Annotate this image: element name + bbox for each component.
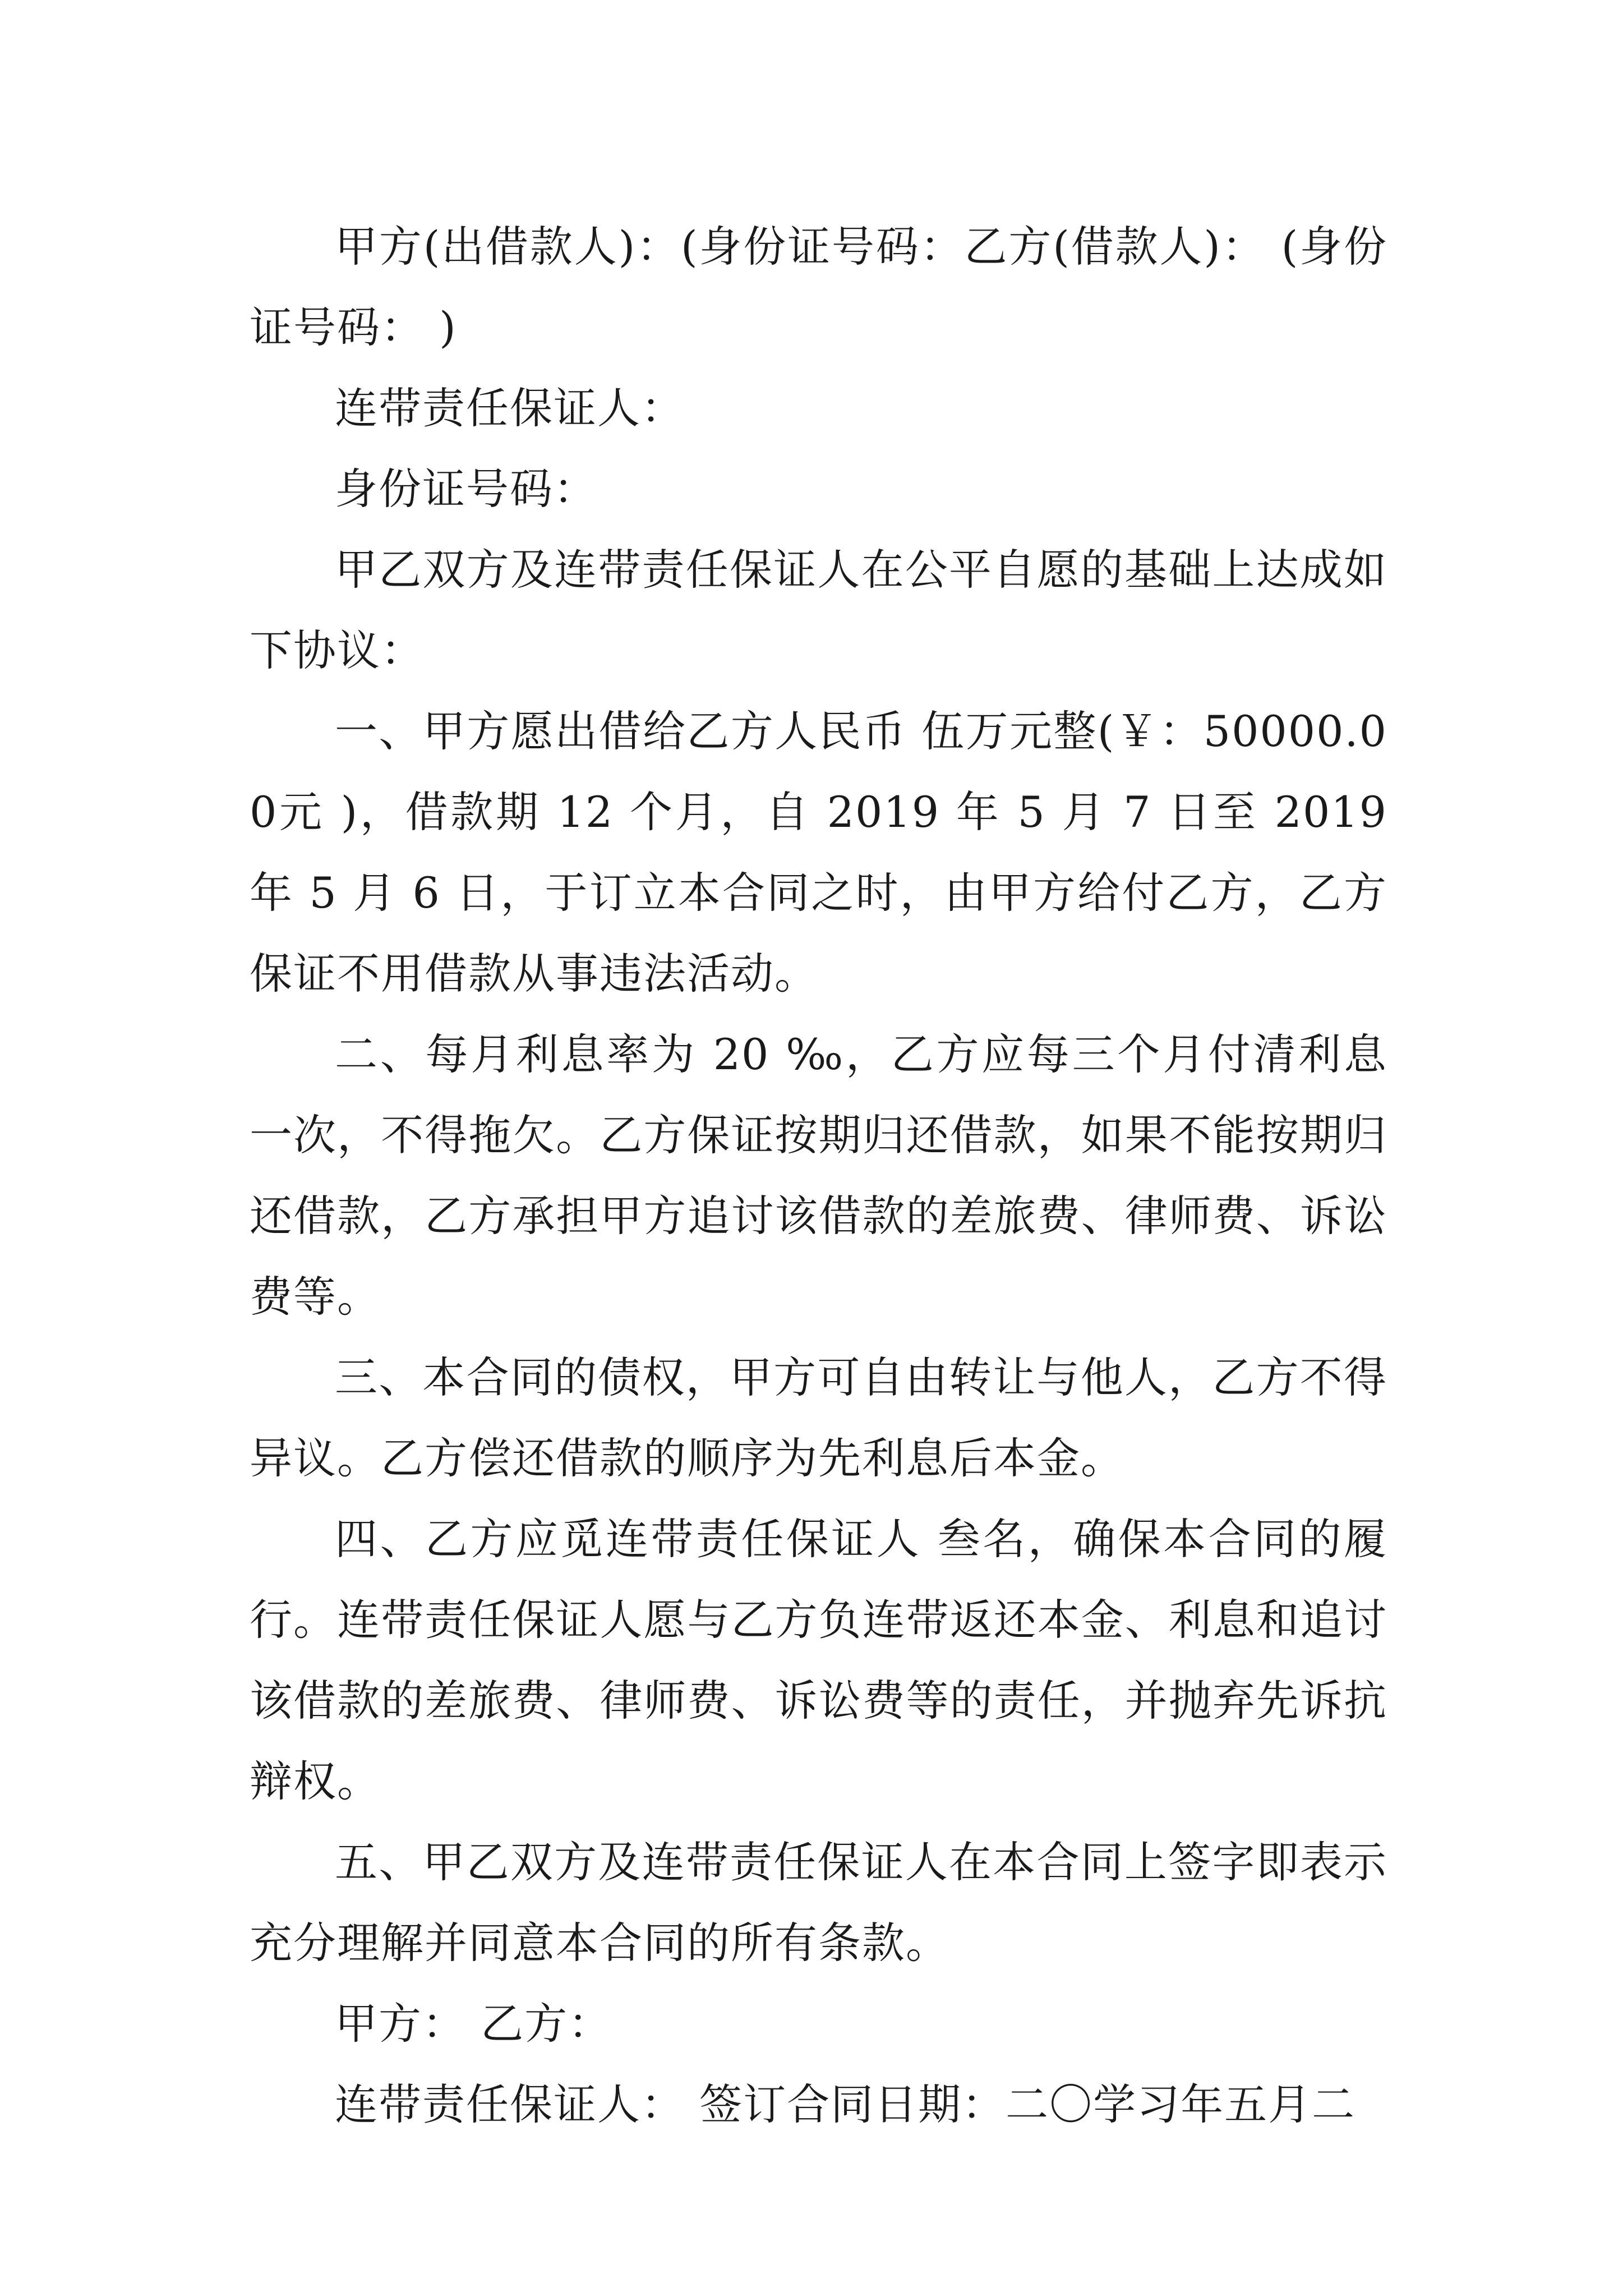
guarantor-label: 连带责任保证人： [335,383,685,433]
signature-parties: 甲方： 乙方： [335,1999,612,2049]
agreement-intro: 甲乙双方及连带责任保证人在公平自愿的基础上达成如下协议： [250,545,1387,675]
clause-3: 三、本合同的债权，甲方可自由转让与他人，乙方不得异议。乙方偿还借款的顺序为先利息后本金。 [250,1352,1387,1483]
clause-4: 四、乙方应觅连带责任保证人 叁名，确保本合同的履行。连带责任保证人愿与乙方负连带返还本金、利息和追讨该借款的差旅费、律师费、诉讼费等的责任，并抛弃先诉抗辩权。 [250,1514,1387,1806]
clause-2: 二、每月利息率为 20 ‰，乙方应每三个月付清利息一次，不得拖欠。乙方保证按期归还借款，如果不能按期归还借款，乙方承担甲方追讨该借款的差旅费、律师费、诉讼费等。 [250,1029,1387,1322]
clause-5: 五、甲乙双方及连带责任保证人在本合同上签字即表示充分理解并同意本合同的所有条款。 [250,1837,1387,1968]
signature-guarantor-date: 连带责任保证人： 签订合同日期：二〇学习年五月二 [335,2079,1356,2129]
party-a-b-id-line: 甲方(出借款人)：(身份证号码：乙方(借款人)： (身份证号码： ) [250,222,1387,352]
guarantor-id-label: 身份证号码： [335,464,597,514]
clause-1: 一、甲方愿出借给乙方人民币 伍万元整(￥：50000.00元 )，借款期 12 个月，自 2019 年 5 月 7 日至 2019 年 5 月 6 日，于订立本合同之时，由甲方给付乙方，乙方保证不用借款从事违法活动。 [250,706,1387,999]
